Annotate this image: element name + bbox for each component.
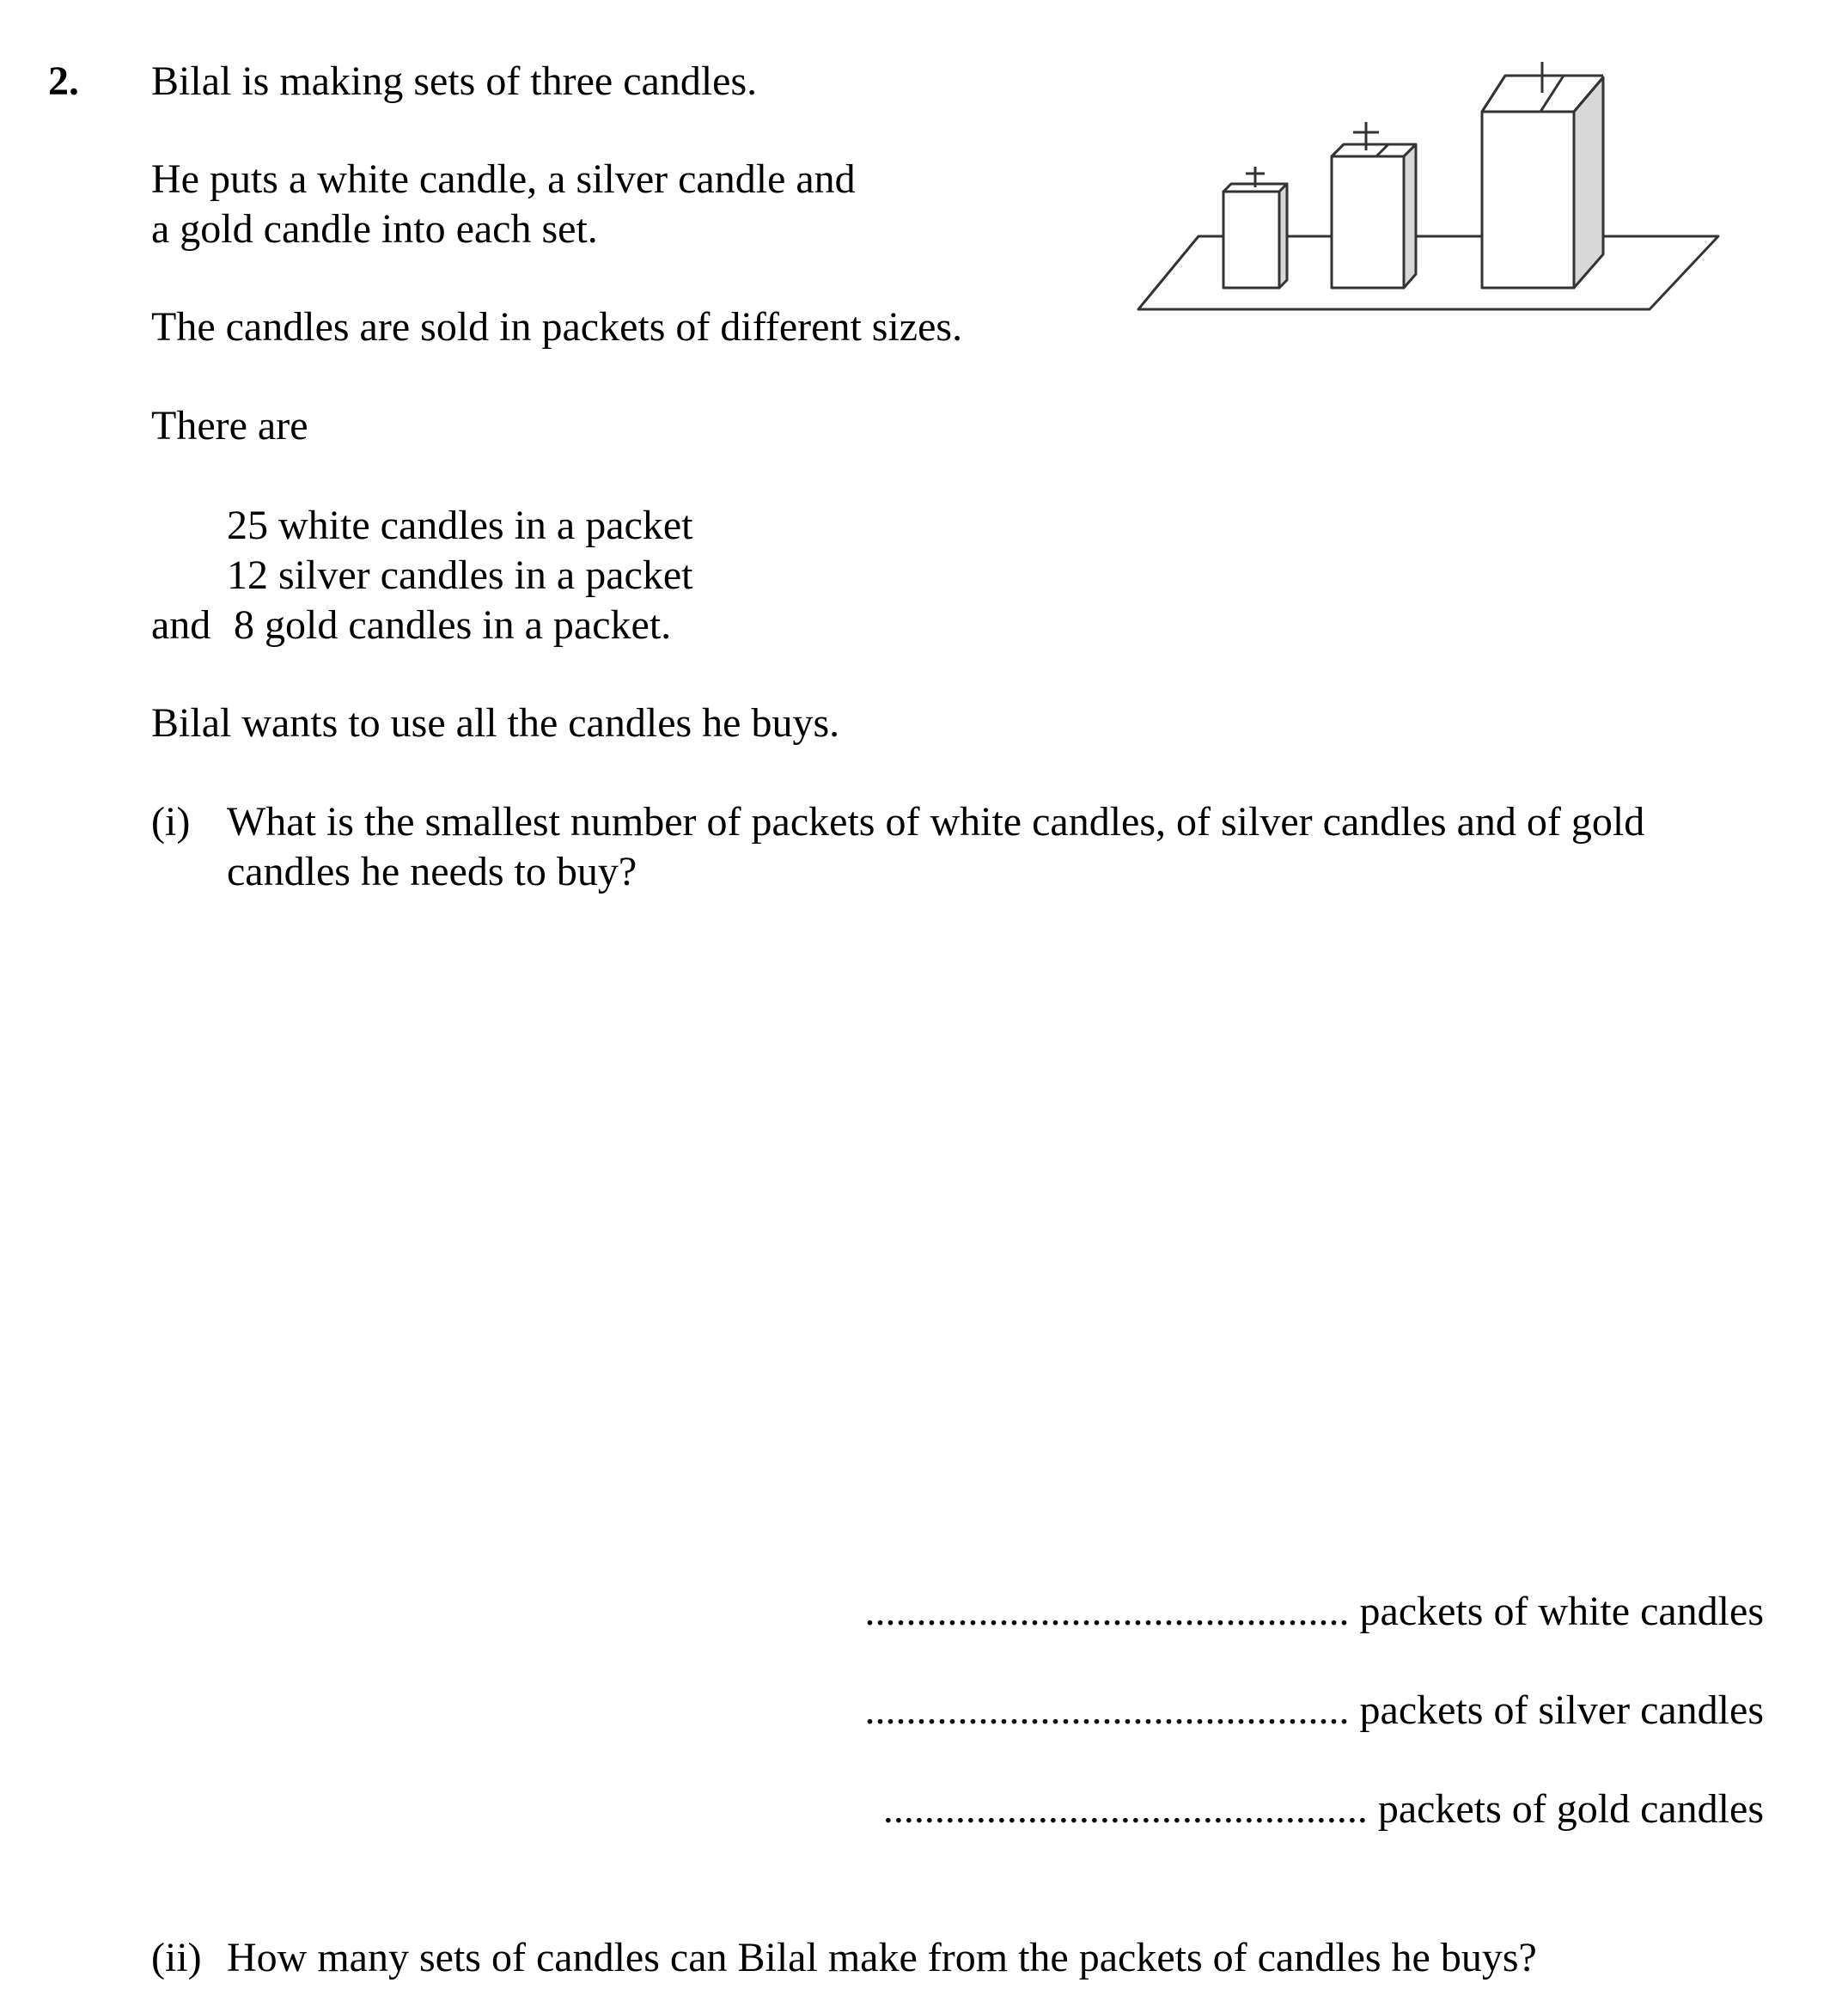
answer-field-silver[interactable] bbox=[865, 1686, 1764, 1736]
part-ii-label: (ii) bbox=[151, 1935, 202, 1980]
part-i-label: (i) bbox=[151, 799, 191, 845]
question-paragraph: There are bbox=[151, 403, 308, 448]
part-ii-question: How many sets of candles can Bilal make from the packets of candles he buys? bbox=[227, 1935, 1537, 1980]
answer-dots: ............................................... bbox=[864, 1589, 1350, 1634]
answer-suffix: packets of white candles bbox=[1359, 1589, 1764, 1634]
part-i-question: What is the smallest number of packets of white candles, of silver candles and of gold bbox=[227, 799, 1645, 845]
large-candle bbox=[1482, 62, 1603, 288]
question-number: 2. bbox=[48, 58, 79, 104]
question-paragraph: Bilal wants to use all the candles he buys. bbox=[151, 700, 840, 746]
question-paragraph-line: He puts a white candle, a silver candle and bbox=[151, 156, 856, 202]
candles-illustration bbox=[1134, 52, 1744, 318]
answer-suffix: packets of silver candles bbox=[1359, 1687, 1764, 1733]
packet-size-silver: 12 silver candles in a packet bbox=[227, 552, 693, 598]
small-candle bbox=[1223, 167, 1287, 288]
answer-dots: ............................................... bbox=[864, 1687, 1350, 1733]
part-i-question: candles he needs to buy? bbox=[227, 849, 637, 894]
question-intro: Bilal is making sets of three candles. bbox=[151, 58, 758, 104]
answer-suffix: packets of gold candles bbox=[1377, 1786, 1764, 1832]
question-paragraph: The candles are sold in packets of different sizes. bbox=[151, 304, 963, 350]
packet-list-and: and bbox=[151, 602, 211, 648]
packet-size-gold: 8 gold candles in a packet. bbox=[234, 602, 672, 648]
answer-field-white[interactable] bbox=[865, 1587, 1764, 1637]
question-paragraph-line: a gold candle into each set. bbox=[151, 206, 598, 252]
packet-size-white: 25 white candles in a packet bbox=[227, 503, 693, 548]
answer-field-gold[interactable] bbox=[883, 1785, 1764, 1834]
medium-candle bbox=[1332, 122, 1416, 288]
answer-dots: ............................................... bbox=[882, 1786, 1368, 1832]
